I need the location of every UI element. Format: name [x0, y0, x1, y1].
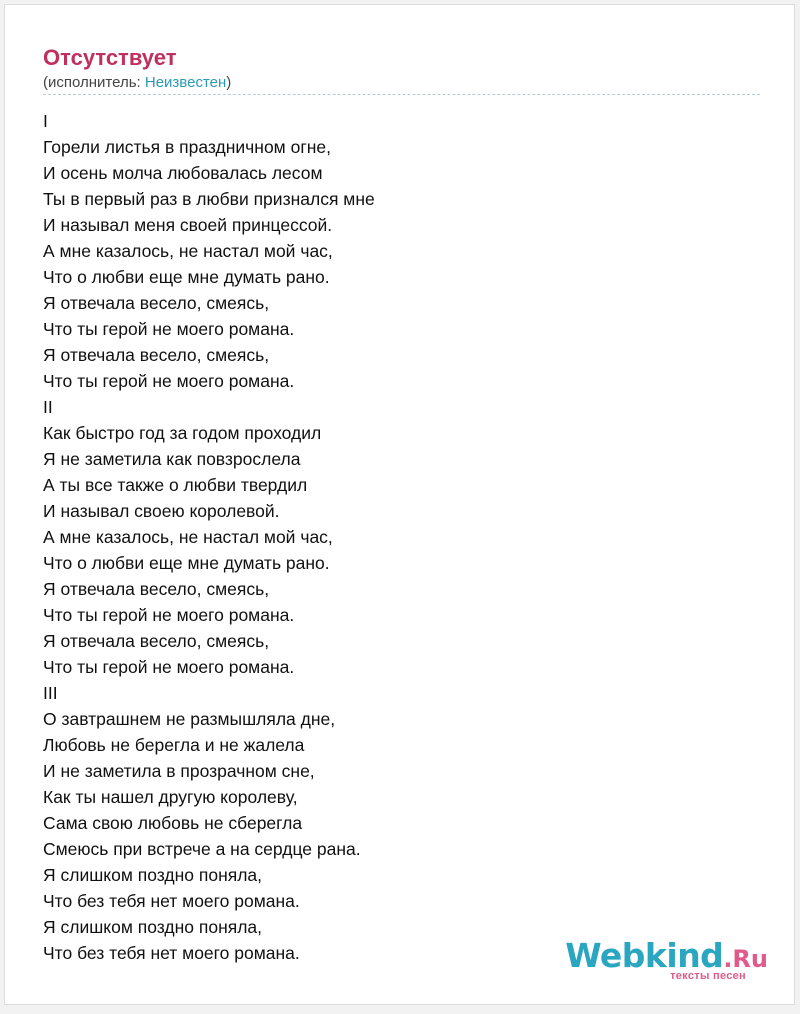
lyric-line: Как быстро год за годом проходил	[43, 423, 322, 443]
lyric-line: И осень молча любовалась лесом	[43, 163, 323, 183]
header-divider	[43, 94, 760, 95]
lyric-line: И называл меня своей принцессой.	[43, 215, 333, 235]
lyric-line: А ты все также о любви твердил	[43, 475, 308, 495]
lyric-line: И называл своею королевой.	[43, 501, 280, 521]
lyric-line: А мне казалось, не настал мой час,	[43, 527, 333, 547]
lyric-line: Ты в первый раз в любви признался мне	[43, 189, 375, 209]
song-title: Отсутствует	[43, 45, 177, 70]
lyric-line: Что без тебя нет моего романа.	[43, 891, 300, 911]
lyric-line: Что ты герой не моего романа.	[43, 605, 295, 625]
lyrics-text	[43, 108, 375, 966]
lyric-line: Что о любви еще мне думать рано.	[43, 553, 330, 573]
lyric-line: Я отвечала весело, смеясь,	[43, 345, 270, 365]
lyric-line: Я отвечала весело, смеясь,	[43, 293, 270, 313]
lyric-line: Как ты нашел другую королеву,	[43, 787, 298, 807]
lyric-line: Что без тебя нет моего романа.	[43, 943, 300, 963]
lyric-line: III	[43, 683, 58, 703]
lyric-line: Я отвечала весело, смеясь,	[43, 579, 270, 599]
lyric-line: О завтрашнем не размышляла дне,	[43, 709, 336, 729]
lyric-line: Что ты герой не моего романа.	[43, 319, 295, 339]
artist-line	[43, 74, 231, 91]
artist-suffix: )	[226, 74, 232, 91]
lyric-line: Что ты герой не моего романа.	[43, 371, 295, 391]
lyric-line: Что ты герой не моего романа.	[43, 657, 295, 677]
lyric-line: Что о любви еще мне думать рано.	[43, 267, 330, 287]
lyric-line: Я отвечала весело, смеясь,	[43, 631, 270, 651]
lyrics-card	[4, 4, 795, 1005]
lyric-line: Я слишком поздно поняла,	[43, 917, 263, 937]
lyric-line: Я слишком поздно поняла,	[43, 865, 263, 885]
site-logo[interactable]	[565, 936, 768, 982]
lyric-line: II	[43, 397, 53, 417]
artist-prefix: (исполнитель:	[43, 74, 145, 91]
logo-tld: .Ru	[723, 945, 768, 973]
lyric-line: Я не заметила как повзрослела	[43, 449, 301, 469]
lyric-line: И не заметила в прозрачном сне,	[43, 761, 315, 781]
logo-name: Webkind	[565, 936, 724, 975]
logo-tagline: тексты песен	[670, 970, 746, 982]
lyric-line: Сама свою любовь не сберегла	[43, 813, 303, 833]
lyric-line: Любовь не берегла и не жалела	[43, 735, 305, 755]
lyric-line: I	[43, 111, 48, 131]
lyric-line: Смеюсь при встрече а на сердце рана.	[43, 839, 361, 859]
lyric-line: Горели листья в праздничном огне,	[43, 137, 331, 157]
artist-link[interactable]: Неизвестен	[144, 74, 227, 91]
lyric-line: А мне казалось, не настал мой час,	[43, 241, 333, 261]
